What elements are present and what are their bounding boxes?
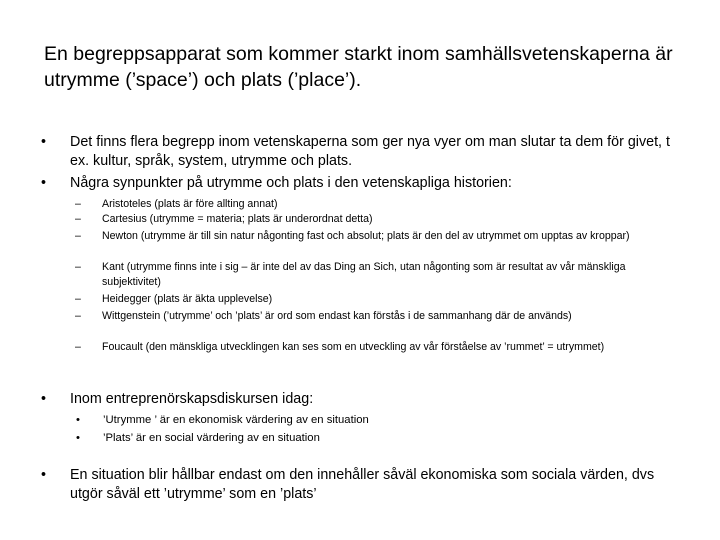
dash-marker: – — [75, 230, 81, 242]
bullet-marker: • — [41, 134, 47, 150]
dash-marker: – — [75, 198, 81, 210]
bullet-text: Inom entreprenörskapsdiskursen idag: — [70, 391, 314, 407]
bullet-marker: • — [76, 432, 80, 444]
entrepreneurship-text: ’Plats’ är en social värdering av en situation — [103, 432, 320, 444]
history-text: Newton (utrymme är till sin natur någonting fast och absolut; plats är den del av utrymmet om upptas av kroppar) — [102, 230, 630, 242]
slide-title: En begreppsapparat som kommer starkt inom samhällsvetenskaperna är utrymme (’space’) och plats (’place’). — [44, 43, 673, 91]
dash-marker: – — [75, 213, 81, 225]
history-text: Wittgenstein (’utrymme’ och ’plats’ är ord som endast kan förstås i de sammanhang där de används) — [102, 310, 572, 322]
entrepreneurship-text: ’Utrymme ’ är en ekonomisk värdering av en situation — [103, 414, 369, 426]
conclusion-text: En situation blir hållbar endast om den innehåller såväl ekonomiska som sociala värden, dvs utgör såväl ett ’utrymme’ som en ’plats’ — [70, 467, 655, 502]
history-text: Kant (utrymme finns inte i sig – är inte del av das Ding an Sich, utan någonting som är resultat av vår mänskliga subjektivitet) — [102, 261, 626, 288]
bullet-text: Några synpunkter på utrymme och plats i den vetenskapliga historien: — [70, 175, 512, 191]
bullet-marker: • — [41, 391, 47, 407]
bullet-text: Det finns flera begrepp inom vetenskaperna som ger nya vyer om man slutar ta dem för givet, t ex. kultur, språk, system, utrymme och plats. — [70, 134, 670, 169]
bullet-marker: • — [41, 467, 47, 483]
history-text: Foucault (den mänskliga utvecklingen kan ses som en utveckling av vår förståelse av ’rummet’ = utrymmet) — [102, 341, 605, 353]
dash-marker: – — [75, 310, 81, 322]
dash-marker: – — [75, 293, 81, 305]
history-text: Cartesius (utrymme = materia; plats är underordnat detta) — [102, 213, 373, 225]
bullet-marker: • — [41, 175, 47, 191]
history-text: Heidegger (plats är äkta upplevelse) — [102, 293, 273, 305]
dash-marker: – — [75, 341, 81, 353]
bullet-marker: • — [76, 414, 80, 426]
dash-marker: – — [75, 261, 81, 273]
history-text: Aristoteles (plats är före allting annat) — [102, 198, 278, 210]
